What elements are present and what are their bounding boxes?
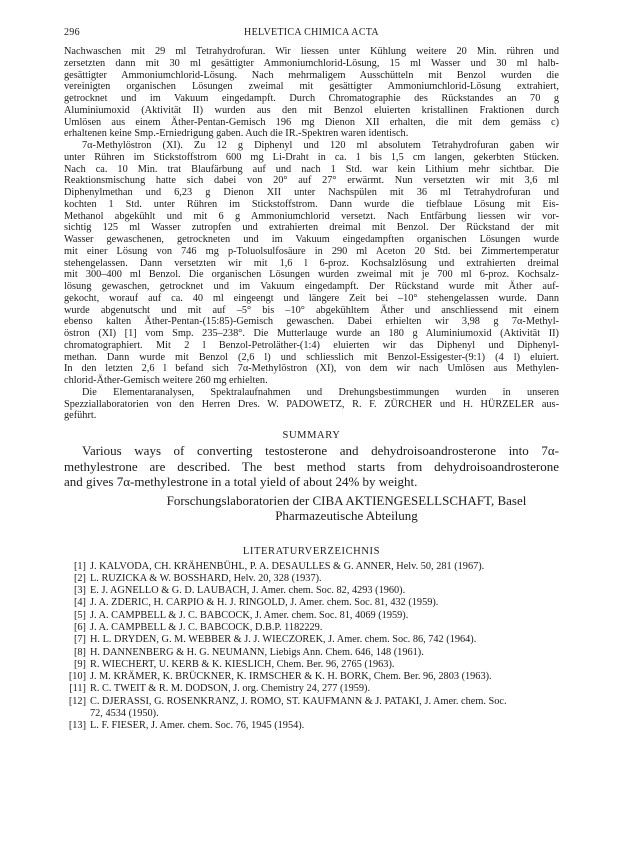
text-line: Nach ca. 10 Min. trat Blaufärbung auf und nach 1 Std. war kein Lithium mehr sichtbar. Die <box>64 163 559 175</box>
references-heading: LITERATURVERZEICHNIS <box>242 545 381 557</box>
reference-text: J. A. CAMPBELL & J. C. BABCOCK, J. Amer. chem. Soc. 81, 4069 (1959). <box>90 609 409 621</box>
body-text <box>64 46 559 733</box>
summary-line: and gives 7α-methylestrone in a total yield of about 24% by weight. <box>64 474 418 489</box>
text-line: mit einer Lösung von 746 mg p-Toluolsulfosäure in 290 ml Aceton 20 Std. bei Zimmertemperatur <box>64 245 559 257</box>
reference-number: [12] <box>68 695 86 707</box>
reference-text: H. L. DRYDEN, G. M. WEBBER & J. J. WIECZOREK, J. Amer. chem. Soc. 86, 742 (1964). <box>90 634 477 646</box>
reference-item <box>64 671 559 683</box>
text-line: Umlösen aus einem Äther-Pentan-Gemisch 196 mg Dienon XII erhalten, die mit dem gemäss c) <box>64 116 559 128</box>
summary-heading: SUMMARY <box>282 430 341 441</box>
reference-item <box>64 647 559 659</box>
reference-number: [1] <box>73 560 86 572</box>
journal-title: HELVETICA CHIMICA ACTA <box>244 27 379 38</box>
reference-list <box>64 561 559 733</box>
reference-text: J. A. CAMPBELL & J. C. BABCOCK, D.B.P. 1182229. <box>90 621 323 633</box>
text-line: östron (XI) [1] vom Smp. 235–238°. Die Mutterlauge wurde an 180 g Aluminiumoxid (Aktivität II) <box>64 328 559 339</box>
reference-number: [13] <box>68 720 86 732</box>
reference-item <box>64 683 559 695</box>
text-line: ebenso kalten Äther-Pentan-(15:85)-Gemisch gewaschen. Dabei erhielten wir 3,98 g 7α-Methyl- <box>64 316 559 328</box>
reference-text: J. A. ZDERIC, H. CARPIO & H. J. RINGOLD, J. Amer. chem. Soc. 81, 432 (1959). <box>90 597 439 609</box>
text-line: kochten 1 Std. unter Rühren im Stickstoffstrom. Dann wurde die tiefblaue Lösung mit Eis- <box>64 198 559 210</box>
reference-number: [4] <box>73 597 86 609</box>
reference-text: E. J. AGNELLO & G. D. LAUBACH, J. Amer. chem. Soc. 82, 4293 (1960). <box>90 585 406 597</box>
text-line: gesättigter Ammoniumchlorid-Lösung. Nach mehrmaligem Ausschütteln mit Benzol wurden die <box>64 69 559 81</box>
page-number: 296 <box>64 27 80 38</box>
text-line: Aluminiumoxid (Aktivität II) wurden aus den mit Benzol eluierten kristallinen Fraktionen durch <box>64 104 559 116</box>
summary-line: methylestrone are described. The best method starts from dehydroisoandrosterone <box>64 458 559 474</box>
reference-text: R. C. TWEIT & R. M. DODSON, J. org. Chemistry 24, 277 (1959). <box>90 683 371 695</box>
reference-continuation: 72, 4534 (1950). <box>90 708 159 720</box>
reference-item <box>64 622 559 634</box>
paragraph-acknowledgement <box>64 387 559 422</box>
text-line: 7α-Methylöstron (XI). Zu 12 g Diphenyl und 120 ml absolutem Tetrahydrofuran gaben wir <box>82 140 559 151</box>
text-line: getrocknet und im Vakuum eingedampft. Durch Chromatographie des Rückstandes an 70 g <box>64 93 559 104</box>
text-line: Wasser gewaschenen, getrockneten und im Vakuum eingedampften organischen Lösungen wurde <box>64 234 559 245</box>
text-line: lösung gewaschen, getrocknet und im Vakuum eingedampft. Der Rückstand wurde mit Äther auf- <box>64 281 559 292</box>
affiliation-line-2: Pharmazeutische Abteilung <box>275 508 418 523</box>
paragraph-methylestrone-synthesis <box>64 140 559 387</box>
text-line: stehengelassen. Dann versetzten wir mit 1,6 l 6-proz. Kochsalzlösung und extrahierten dreimal <box>64 257 559 269</box>
reference-item <box>64 659 559 671</box>
reference-text: R. WIECHERT, U. KERB & K. KIESLICH, Chem. Ber. 96, 2765 (1963). <box>90 658 395 670</box>
reference-text: C. DJERASSI, G. ROSENKRANZ, J. ROMO, ST. KAUFMANN & J. PATAKI, J. Amer. chem. Soc. <box>90 695 507 707</box>
reference-number: [11] <box>69 683 86 695</box>
reference-number: [9] <box>73 658 86 670</box>
reference-item <box>64 573 559 585</box>
text-line: geführt. <box>64 410 97 422</box>
text-line: wurde abgenutscht und mit auf –5° bis –10° abgekühltem Äther und anschliessend mit einem <box>64 304 559 316</box>
reference-item <box>64 610 559 622</box>
text-line: erhaltenen keine Smp.-Erniedrigung gaben. Auch die IR.-Spektren waren identisch. <box>64 128 409 140</box>
running-header <box>64 27 559 41</box>
text-line: zersetzten dann mit 30 ml gesättigter Ammoniumchlorid-Lösung, 15 ml Wasser und 30 ml halb- <box>64 57 559 69</box>
reference-text: H. DANNENBERG & H. G. NEUMANN, Liebigs Ann. Chem. 646, 148 (1961). <box>90 646 424 658</box>
reference-text: J. M. KRÄMER, K. BRÜCKNER, K. IRMSCHER & K. H. BORK, Chem. Ber. 96, 2803 (1963). <box>90 671 492 683</box>
reference-item <box>64 561 559 573</box>
reference-number: [5] <box>73 609 86 621</box>
reference-item <box>64 585 559 597</box>
text-line: Nachwaschen mit 29 ml Tetrahydrofuran. Wir liessen unter Kühlung weitere 20 Min. rühren und <box>64 46 559 57</box>
text-line: Diphenylmethan und 6,23 g Dienon XII unter Nachspülen mit 36 ml Tetrahydrofuran und <box>64 187 559 198</box>
text-line: Methanol abgekühlt und mit 6 g Ammoniumchlorid versetzt. Nach Entfärbung liessen wir vor- <box>64 210 559 222</box>
text-line: unter Rühren im Stickstoffstrom 600 mg Li-Draht in ca. 1 bis 1,5 cm langen, gekerbten Stücken. <box>64 151 559 163</box>
summary-text <box>64 443 559 490</box>
reference-number: [10] <box>68 671 86 683</box>
reference-item <box>64 597 559 609</box>
summary-line: Various ways of converting testosterone and dehydroisoandrosterone into 7α- <box>82 443 559 458</box>
reference-number: [3] <box>73 585 86 597</box>
text-line: Die Elementaranalysen, Spektralaufnahmen und Drehungsbestimmungen wurden in unseren <box>82 386 559 398</box>
reference-item <box>64 634 559 646</box>
reference-number: [8] <box>73 646 86 658</box>
affiliation <box>134 493 559 524</box>
reference-item <box>64 720 559 732</box>
reference-item <box>64 696 559 721</box>
reference-text: J. KALVODA, CH. KRÄHENBÜHL, P. A. DESAULLES & G. ANNER, Helv. 50, 281 (1967). <box>90 560 485 572</box>
text-line: chromatographiert. Mit 2 l Benzol-Petroläther-(1:4) eluierten wir das Diphenyl und Diphenyl- <box>64 339 559 351</box>
reference-text: L. F. FIESER, J. Amer. chem. Soc. 76, 1945 (1954). <box>90 720 305 732</box>
text-line: vereinigten organischen Lösungen zweimal mit gesättigter Ammoniumchlorid-Lösung extrahiert, <box>64 81 559 93</box>
text-line: sichtig 125 ml Wasser zutropfen und extrahierten dreimal mit Benzol. Der Rückstand der mit <box>64 222 559 234</box>
text-line: chlorid-Äther-Gemisch weitere 260 mg erhielten. <box>64 375 268 386</box>
text-line: mit 300–400 ml Benzol. Die organischen Lösungen wurden zweimal mit je 700 ml 6-proz. Kochsalz- <box>64 269 559 281</box>
affiliation-line-1: Forschungslaboratorien der CIBA AKTIENGESELLSCHAFT, Basel <box>166 492 527 508</box>
text-line: gekocht, worauf auf ca. 40 ml eingeengt und längere Zeit bei –10° stehengelassen wurde. Dann <box>64 292 559 304</box>
reference-number: [2] <box>73 572 86 584</box>
reference-text: L. RUZICKA & W. BOSSHARD, Helv. 20, 328 (1937). <box>90 572 322 584</box>
text-line: Spezziallaboratorien von den Herren Dres. W. PADOWETZ, R. F. ZÜRCHER und H. HÜRZELER aus- <box>64 398 559 410</box>
text-line: In den letzten 2,6 l befand sich 7α-Methylöstron (XI), von dem wir nach Umlösen aus Methylen- <box>64 363 559 375</box>
text-line: Reaktionsmischung hatte sich dabei von 20° auf 27° erwärmt. Nun versetzten wir mit 3,6 ml <box>64 175 559 187</box>
paragraph-experimental-continued <box>64 46 559 140</box>
reference-number: [6] <box>73 621 86 633</box>
reference-number: [7] <box>73 634 86 646</box>
text-line: methan. Dann wurde mit Benzol (2,6 l) und schliesslich mit Benzol-Essigester-(9:1) (4 l) eluiert. <box>64 351 559 363</box>
